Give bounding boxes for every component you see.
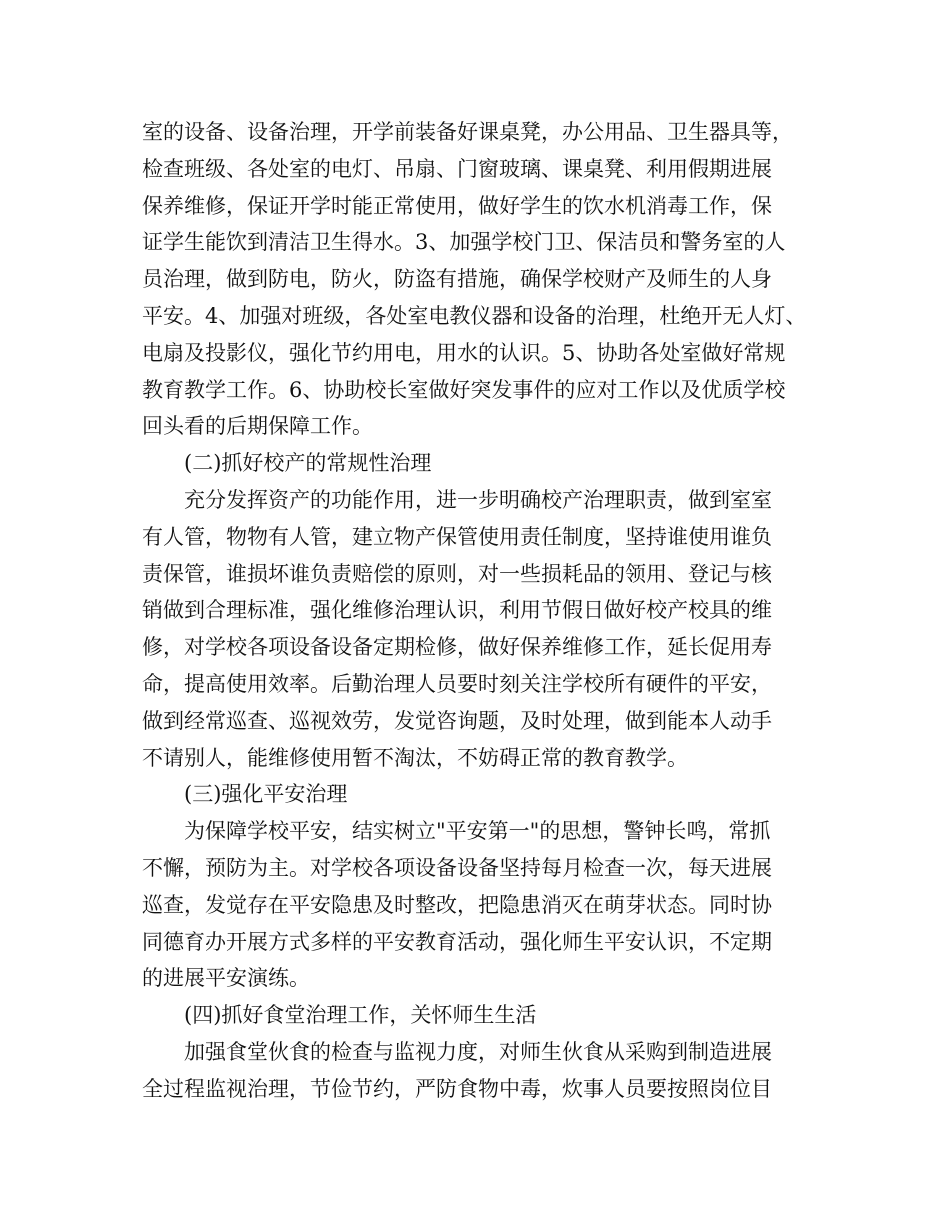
text-line: 电扇及投影仪，强化节约用电，用水的认识。5、协助各处室做好常规 [142, 340, 786, 365]
text-line: 有人管，物物有人管，建立物产保管使用责任制度，坚持谁使用谁负 [142, 524, 772, 549]
text-line: 室的设备、设备治理，开学前装备好课桌凳，办公用品、卫生器具等， [142, 120, 793, 144]
text-line: 不请别人，能维修使用暂不淘汰，不妨碍正常的教育教学。 [142, 745, 688, 770]
paragraph-first-line: 充分发挥资产的功能作用，进一步明确校产治理职责，做到室室 [184, 487, 772, 512]
text-line: 责保管，谁损坏谁负责赔偿的原则，对一些损耗品的领用、登记与核 [142, 561, 772, 586]
text-line: 做到经常巡查、巡视效劳，发觉咨询题，及时处理，做到能本人动手 [142, 708, 772, 733]
text-line: 回头看的后期保障工作。 [142, 414, 373, 439]
text-line: 员治理，做到防电，防火，防盗有措施，确保学校财产及师生的人身 [142, 267, 772, 292]
text-line: 平安。4、加强对班级，各处室电教仪器和设备的治理，杜绝开无人灯、 [142, 303, 807, 328]
text-line: 全过程监视治理，节俭节约，严防食物中毒，炊事人员要按照岗位目 [142, 1076, 772, 1101]
text-line: 修，对学校各项设备设备定期检修，做好保养维修工作，延长促用寿 [142, 635, 772, 660]
text-line: 证学生能饮到清洁卫生得水。3、加强学校门卫、保洁员和警务室的人 [142, 230, 786, 255]
paragraph-first-line: (三)强化平安治理 [184, 782, 348, 807]
text-line: 命，提高使用效率。后勤治理人员要时刻关注学校所有硬件的平安， [142, 671, 772, 696]
text-line: 检查班级、各处室的电灯、吊扇、门窗玻璃、课桌凳、利用假期进展 [142, 156, 772, 181]
text-line: 教育教学工作。6、协助校长室做好突发事件的应对工作以及优质学校 [142, 377, 786, 402]
text-line: 同德育办开展方式多样的平安教育活动，强化师生平安认识，不定期 [142, 929, 772, 954]
body-text [142, 114, 832, 1108]
text-line: 的进展平安演练。 [142, 966, 310, 991]
paragraph-first-line: (四)抓好食堂治理工作，关怀师生生活 [184, 1003, 537, 1028]
paragraph-first-line: 为保障学校平安，结实树立"平安第一"的思想，警钟长鸣，常抓 [184, 819, 771, 844]
text-line: 销做到合理标准，强化维修治理认识，利用节假日做好校产校具的维 [142, 598, 772, 623]
paragraph-first-line: 加强食堂伙食的检查与监视力度，对师生伙食从采购到制造进展 [184, 1039, 772, 1064]
text-line: 巡查，发觉存在平安隐患及时整改，把隐患消灭在萌芽状态。同时协 [142, 892, 772, 917]
text-line: 不懈，预防为主。对学校各项设备设备坚持每月检查一次，每天进展 [142, 855, 772, 880]
text-line: 保养维修，保证开学时能正常使用，做好学生的饮水机消毒工作，保 [142, 193, 772, 218]
paragraph-first-line: (二)抓好校产的常规性治理 [184, 451, 432, 476]
